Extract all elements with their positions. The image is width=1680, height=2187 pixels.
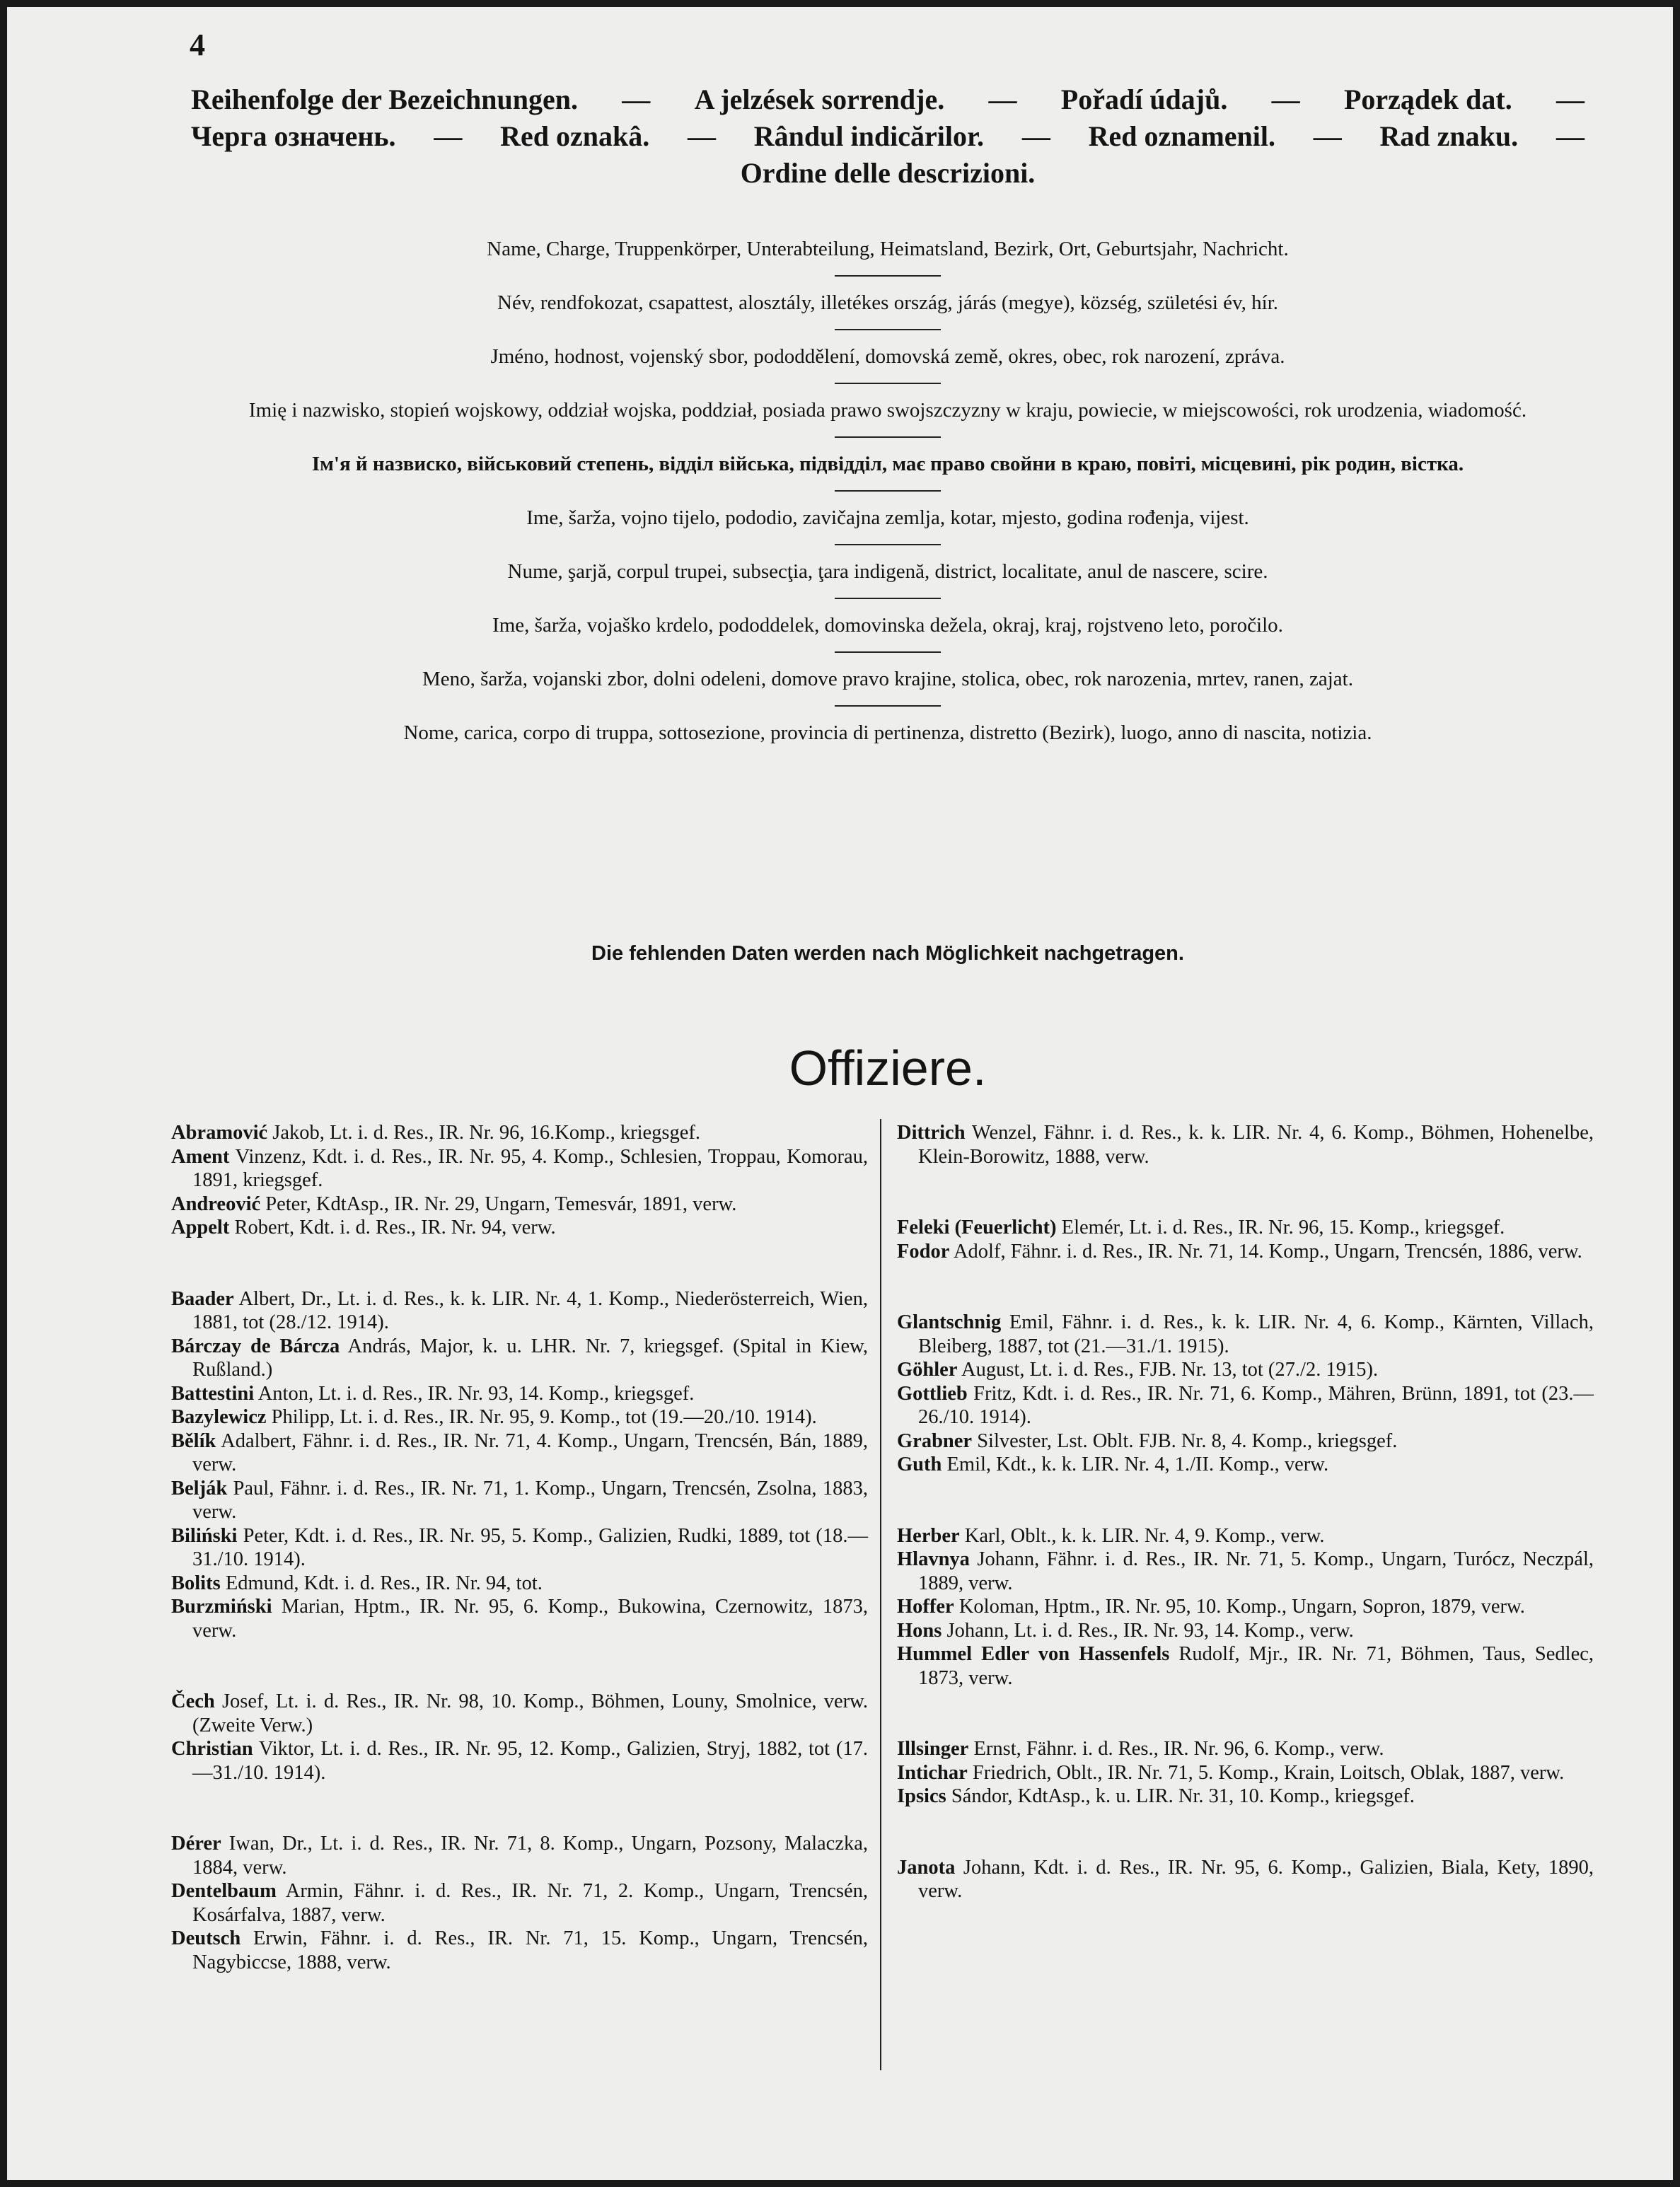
casualty-entry xyxy=(171,1287,868,1335)
entry-details: Johann, Fähnr. i. d. Res., IR. Nr. 71, 5. Komp., Ungarn, Turócz, Neczpál, 1889, verw. xyxy=(918,1548,1594,1594)
entry-surname: Bolits xyxy=(171,1572,221,1594)
entry-details: Fritz, Kdt. i. d. Res., IR. Nr. 71, 6. Komp., Mähren, Brünn, 1891, tot (23.—26./10. 1914). xyxy=(918,1382,1594,1428)
casualty-entry xyxy=(897,1785,1594,1809)
letter-group xyxy=(897,1216,1594,1263)
section-title: Offiziere. xyxy=(789,1040,987,1096)
legend-separator xyxy=(835,490,941,492)
header-dash: — xyxy=(1021,120,1050,152)
entry-surname: Dérer xyxy=(171,1833,221,1855)
entry-surname: Ament xyxy=(171,1145,230,1168)
entry-surname: Hummel Edler von Hassenfels xyxy=(897,1643,1170,1665)
entry-details: András, Major, k. u. LHR. Nr. 7, kriegsgef. (Spital in Kiew, Rußland.) xyxy=(192,1335,868,1381)
casualty-entry xyxy=(897,1429,1594,1454)
legend-slovenian: Ime, šarža, vojaško krdelo, pododdelek, domovinska dežela, okraj, kraj, rojstveno leto, poročilo. xyxy=(492,614,1283,637)
header-phrase: Red oznamenil. xyxy=(1088,120,1276,152)
entry-surname: Čech xyxy=(171,1690,215,1712)
casualty-entry xyxy=(897,1121,1594,1168)
entry-details: Anton, Lt. i. d. Res., IR. Nr. 93, 14. Komp., kriegsgef. xyxy=(254,1382,695,1405)
entry-details: Philipp, Lt. i. d. Res., IR. Nr. 95, 9. Komp., tot (19.—20./10. 1914). xyxy=(266,1406,817,1428)
entry-surname: Herber xyxy=(897,1524,960,1547)
header-dash: — xyxy=(1556,120,1585,152)
letter-group xyxy=(897,1311,1594,1477)
right-column xyxy=(897,1121,1594,1903)
legend-separator xyxy=(835,651,941,653)
legend-separator xyxy=(835,329,941,330)
entry-surname: Dentelbaum xyxy=(171,1880,277,1902)
casualty-entry xyxy=(897,1642,1594,1690)
casualty-entry xyxy=(897,1856,1594,1903)
casualty-entry xyxy=(897,1595,1594,1619)
legend-czech: Jméno, hodnost, vojenský sbor, pododdělení, domovská země, okres, obec, rok narození, zpráva. xyxy=(490,345,1285,368)
casualty-entry xyxy=(171,1879,868,1927)
casualty-entry xyxy=(897,1382,1594,1429)
casualty-entry xyxy=(171,1477,868,1524)
entry-details: Josef, Lt. i. d. Res., IR. Nr. 98, 10. Komp., Böhmen, Louny, Smolnice, verw. (Zweite Verw.) xyxy=(192,1690,868,1736)
entry-details: Edmund, Kdt. i. d. Res., IR. Nr. 94, tot. xyxy=(220,1572,543,1594)
legend-separator xyxy=(835,705,941,707)
entry-details: Paul, Fähnr. i. d. Res., IR. Nr. 71, 1. Komp., Ungarn, Trencsén, Zsolna, 1883, verw. xyxy=(192,1477,868,1523)
header-phrase: Red oznakâ. xyxy=(500,120,650,152)
legend-separator xyxy=(835,436,941,438)
casualty-entry xyxy=(897,1311,1594,1358)
legend-hungarian: Név, rendfokozat, csapattest, alosztály, illetékes ország, járás (megye), község, születési év, hír. xyxy=(497,291,1278,314)
entry-details: Silvester, Lst. Oblt. FJB. Nr. 8, 4. Komp., kriegsgef. xyxy=(972,1429,1398,1452)
entry-details: Sándor, KdtAsp., k. u. LIR. Nr. 31, 10. Komp., kriegsgef. xyxy=(946,1785,1415,1807)
legend-separator xyxy=(835,544,941,545)
entry-surname: Appelt xyxy=(171,1217,230,1238)
header-phrase: A jelzések sorrendje. xyxy=(694,83,945,115)
casualty-entry xyxy=(171,1832,868,1879)
header-dash: — xyxy=(622,83,651,115)
entry-surname: Abramović xyxy=(171,1122,268,1144)
entry-surname: Baader xyxy=(171,1287,234,1310)
entry-details: Armin, Fähnr. i. d. Res., IR. Nr. 71, 2. Komp., Ungarn, Trencsén, Kosárfalva, 1887, verw. xyxy=(192,1880,868,1926)
header-dash: — xyxy=(1556,83,1585,115)
header-block xyxy=(191,81,1585,192)
casualty-entry xyxy=(897,1358,1594,1382)
letter-group xyxy=(171,1287,868,1643)
entry-surname: Guth xyxy=(897,1454,942,1475)
entry-surname: Burzmiński xyxy=(171,1596,272,1618)
casualty-entry xyxy=(171,1193,868,1217)
entry-details: Albert, Dr., Lt. i. d. Res., k. k. LIR. Nr. 4, 1. Komp., Niederösterreich, Wien, 1881, tot (28./12. 1914). xyxy=(192,1287,868,1333)
header-phrase: Черга означень. xyxy=(191,120,396,152)
header-line-1 xyxy=(191,81,1585,118)
entry-surname: Bárczay de Bárcza xyxy=(171,1335,340,1357)
letter-group xyxy=(171,1121,868,1240)
entry-surname: Deutsch xyxy=(171,1927,241,1949)
entry-surname: Christian xyxy=(171,1738,253,1760)
entry-details: Elemér, Lt. i. d. Res., IR. Nr. 96, 15. Komp., kriegsgef. xyxy=(1056,1217,1505,1238)
entry-details: Karl, Oblt., k. k. LIR. Nr. 4, 9. Komp., verw. xyxy=(959,1524,1325,1547)
entry-surname: Bělík xyxy=(171,1429,216,1452)
casualty-entry xyxy=(171,1335,868,1382)
letter-group xyxy=(171,1832,868,1974)
letter-group xyxy=(897,1121,1594,1168)
entry-details: Jakob, Lt. i. d. Res., IR. Nr. 96, 16.Komp., kriegsgef. xyxy=(267,1122,701,1144)
header-dash: — xyxy=(988,83,1017,115)
casualty-entry xyxy=(897,1240,1594,1264)
entry-surname: Hoffer xyxy=(897,1596,954,1618)
casualty-entry xyxy=(171,1216,868,1240)
left-column xyxy=(171,1121,868,1974)
casualty-entry xyxy=(171,1595,868,1642)
entry-surname: Belják xyxy=(171,1477,228,1499)
entry-details: Emil, Fähnr. i. d. Res., k. k. LIR. Nr. 4, 6. Komp., Kärnten, Villach, Bleiberg, 1887, tot (21.—31./1. 1915). xyxy=(918,1311,1594,1357)
header-dash: — xyxy=(688,120,716,152)
letter-group xyxy=(897,1737,1594,1809)
entry-details: Adolf, Fähnr. i. d. Res., IR. Nr. 71, 14. Komp., Ungarn, Trencsén, 1886, verw. xyxy=(949,1240,1582,1263)
casualty-entry xyxy=(171,1690,868,1737)
casualty-entry xyxy=(171,1405,868,1429)
header-dash: — xyxy=(434,120,463,152)
casualty-entry xyxy=(171,1927,868,1974)
entry-surname: Hons xyxy=(897,1619,942,1642)
entry-details: Johann, Kdt. i. d. Res., IR. Nr. 95, 6. Komp., Galizien, Biala, Kety, 1890, verw. xyxy=(918,1856,1594,1902)
casualty-entry xyxy=(171,1121,868,1145)
letter-group xyxy=(897,1524,1594,1690)
entry-surname: Dittrich xyxy=(897,1122,966,1144)
entry-details: Vinzenz, Kdt. i. d. Res., IR. Nr. 95, 4. Komp., Schlesien, Troppau, Komorau, 1891, kriegsgef. xyxy=(192,1145,868,1191)
entry-surname: Glantschnig xyxy=(897,1311,1002,1333)
entry-surname: Biliński xyxy=(171,1524,238,1547)
entry-details: August, Lt. i. d. Res., FJB. Nr. 13, tot (27./2. 1915). xyxy=(957,1359,1379,1381)
entry-details: Johann, Lt. i. d. Res., IR. Nr. 93, 14. Komp., verw. xyxy=(942,1619,1354,1642)
casualty-entry xyxy=(171,1145,868,1193)
legend-italian: Nome, carica, corpo di truppa, sottosezione, provincia di pertinenza, distretto (Bezirk), luogo, anno di nascita, notizia. xyxy=(403,721,1372,744)
entry-surname: Janota xyxy=(897,1856,956,1879)
entry-surname: Intichar xyxy=(897,1761,968,1784)
legend-croatian: Ime, šarža, vojno tijelo, pododio, zavičajna zemlja, kotar, mjesto, godina rođenja, vijest. xyxy=(526,506,1249,529)
entry-details: Robert, Kdt. i. d. Res., IR. Nr. 94, verw. xyxy=(229,1217,556,1238)
entry-details: Emil, Kdt., k. k. LIR. Nr. 4, 1./II. Komp., verw. xyxy=(942,1454,1329,1475)
casualty-entry xyxy=(171,1429,868,1477)
header-phrase: Pořadí údajů. xyxy=(1060,83,1228,115)
missing-data-note: Die fehlenden Daten werden nach Möglichkeit nachgetragen. xyxy=(591,942,1184,965)
entry-details: Peter, Kdt. i. d. Res., IR. Nr. 95, 5. Komp., Galizien, Rudki, 1889, tot (18.—31./10. 1914). xyxy=(192,1524,868,1570)
entry-details: Marian, Hptm., IR. Nr. 95, 6. Komp., Bukowina, Czernowitz, 1873, verw. xyxy=(192,1596,868,1642)
letter-group xyxy=(171,1690,868,1785)
header-phrase: Rândul indicărilor. xyxy=(753,120,985,152)
entry-surname: Ipsics xyxy=(897,1785,946,1807)
entry-surname: Hlavnya xyxy=(897,1548,970,1570)
entry-details: Ernst, Fähnr. i. d. Res., IR. Nr. 96, 6. Komp., verw. xyxy=(968,1738,1384,1760)
entry-details: Koloman, Hptm., IR. Nr. 95, 10. Komp., Ungarn, Sopron, 1879, verw. xyxy=(954,1596,1525,1618)
casualty-entry xyxy=(171,1572,868,1596)
entry-details: Wenzel, Fähnr. i. d. Res., k. k. LIR. Nr. 4, 6. Komp., Böhmen, Hohenelbe, Klein-Borowitz, 1888, verw. xyxy=(918,1122,1594,1168)
header-line-3: Ordine delle descrizioni. xyxy=(740,157,1036,189)
entry-surname: Bazylewicz xyxy=(171,1406,267,1428)
legend-separator xyxy=(835,598,941,599)
legend-german: Name, Charge, Truppenkörper, Unterabteilung, Heimatsland, Bezirk, Ort, Geburtsjahr, Nachricht. xyxy=(487,238,1289,260)
casualty-entry xyxy=(171,1382,868,1406)
entry-details: Viktor, Lt. i. d. Res., IR. Nr. 95, 12. Komp., Galizien, Stryj, 1882, tot (17.—31./10. 1914). xyxy=(192,1738,868,1784)
casualty-entry xyxy=(171,1524,868,1572)
header-line-2 xyxy=(191,118,1585,155)
entry-surname: Göhler xyxy=(897,1359,958,1381)
entry-details: Adalbert, Fähnr. i. d. Res., IR. Nr. 71, 4. Komp., Ungarn, Trencsén, Bán, 1889, verw. xyxy=(192,1429,868,1475)
entry-details: Erwin, Fähnr. i. d. Res., IR. Nr. 71, 15. Komp., Ungarn, Trencsén, Nagybiccse, 1888, verw. xyxy=(192,1927,868,1973)
casualty-entry xyxy=(897,1737,1594,1761)
header-phrase: Reihenfolge der Bezeichnungen. xyxy=(191,83,579,115)
legend-ruthenian: Ім'я й назвиско, військовий степень, відділ війська, підвідділ, має право свойни в краю, повіті, місцевині, рік родин, вістка. xyxy=(311,453,1464,475)
casualty-entry xyxy=(171,1737,868,1785)
header-dash: — xyxy=(1271,83,1300,115)
legend-romanian: Nume, şarjă, corpul trupei, subsecţia, ţara indigenă, district, localitate, anul de nascere, scire. xyxy=(507,560,1268,583)
header-phrase: Porządek dat. xyxy=(1343,83,1512,115)
letter-group xyxy=(897,1856,1594,1903)
entry-surname: Grabner xyxy=(897,1429,973,1452)
column-divider xyxy=(880,1119,881,2070)
entry-details: Peter, KdtAsp., IR. Nr. 29, Ungarn, Temesvár, 1891, verw. xyxy=(260,1193,737,1215)
entry-surname: Feleki (Feuerlicht) xyxy=(897,1217,1057,1238)
entry-surname: Andreović xyxy=(171,1193,261,1215)
entry-details: Rudolf, Mjr., IR. Nr. 71, Böhmen, Taus, Sedlec, 1873, verw. xyxy=(918,1643,1594,1689)
entry-surname: Illsinger xyxy=(897,1738,969,1760)
casualty-entry xyxy=(897,1524,1594,1548)
casualty-entry xyxy=(897,1216,1594,1240)
entry-details: Friedrich, Oblt., IR. Nr. 71, 5. Komp., Krain, Loitsch, Oblak, 1887, verw. xyxy=(967,1761,1565,1784)
entry-details: Iwan, Dr., Lt. i. d. Res., IR. Nr. 71, 8. Komp., Ungarn, Pozsony, Malaczka, 1884, verw. xyxy=(192,1833,868,1879)
page-number: 4 xyxy=(190,28,205,62)
casualty-entry xyxy=(897,1619,1594,1643)
field-order-legend xyxy=(191,237,1585,745)
legend-polish: Imię i nazwisko, stopień wojskowy, oddział wojska, poddział, posiada prawo swojszczyzny w kraju, powiecie, w miejscowości, rok urodzenia, wiadomość. xyxy=(248,399,1527,422)
entry-surname: Fodor xyxy=(897,1240,950,1263)
entry-surname: Battestini xyxy=(171,1382,255,1405)
casualty-entry xyxy=(897,1761,1594,1785)
entry-surname: Gottlieb xyxy=(897,1382,968,1405)
legend-separator xyxy=(835,383,941,384)
legend-separator xyxy=(835,275,941,277)
casualty-entry xyxy=(897,1453,1594,1477)
casualty-entry xyxy=(897,1548,1594,1595)
legend-slovak: Meno, šarža, vojanski zbor, dolni odeleni, domove pravo krajine, stolica, obec, rok narozenia, mrtev, ranen, zajat. xyxy=(422,668,1353,690)
header-dash: — xyxy=(1313,120,1342,152)
header-phrase: Rad znaku. xyxy=(1379,120,1519,152)
